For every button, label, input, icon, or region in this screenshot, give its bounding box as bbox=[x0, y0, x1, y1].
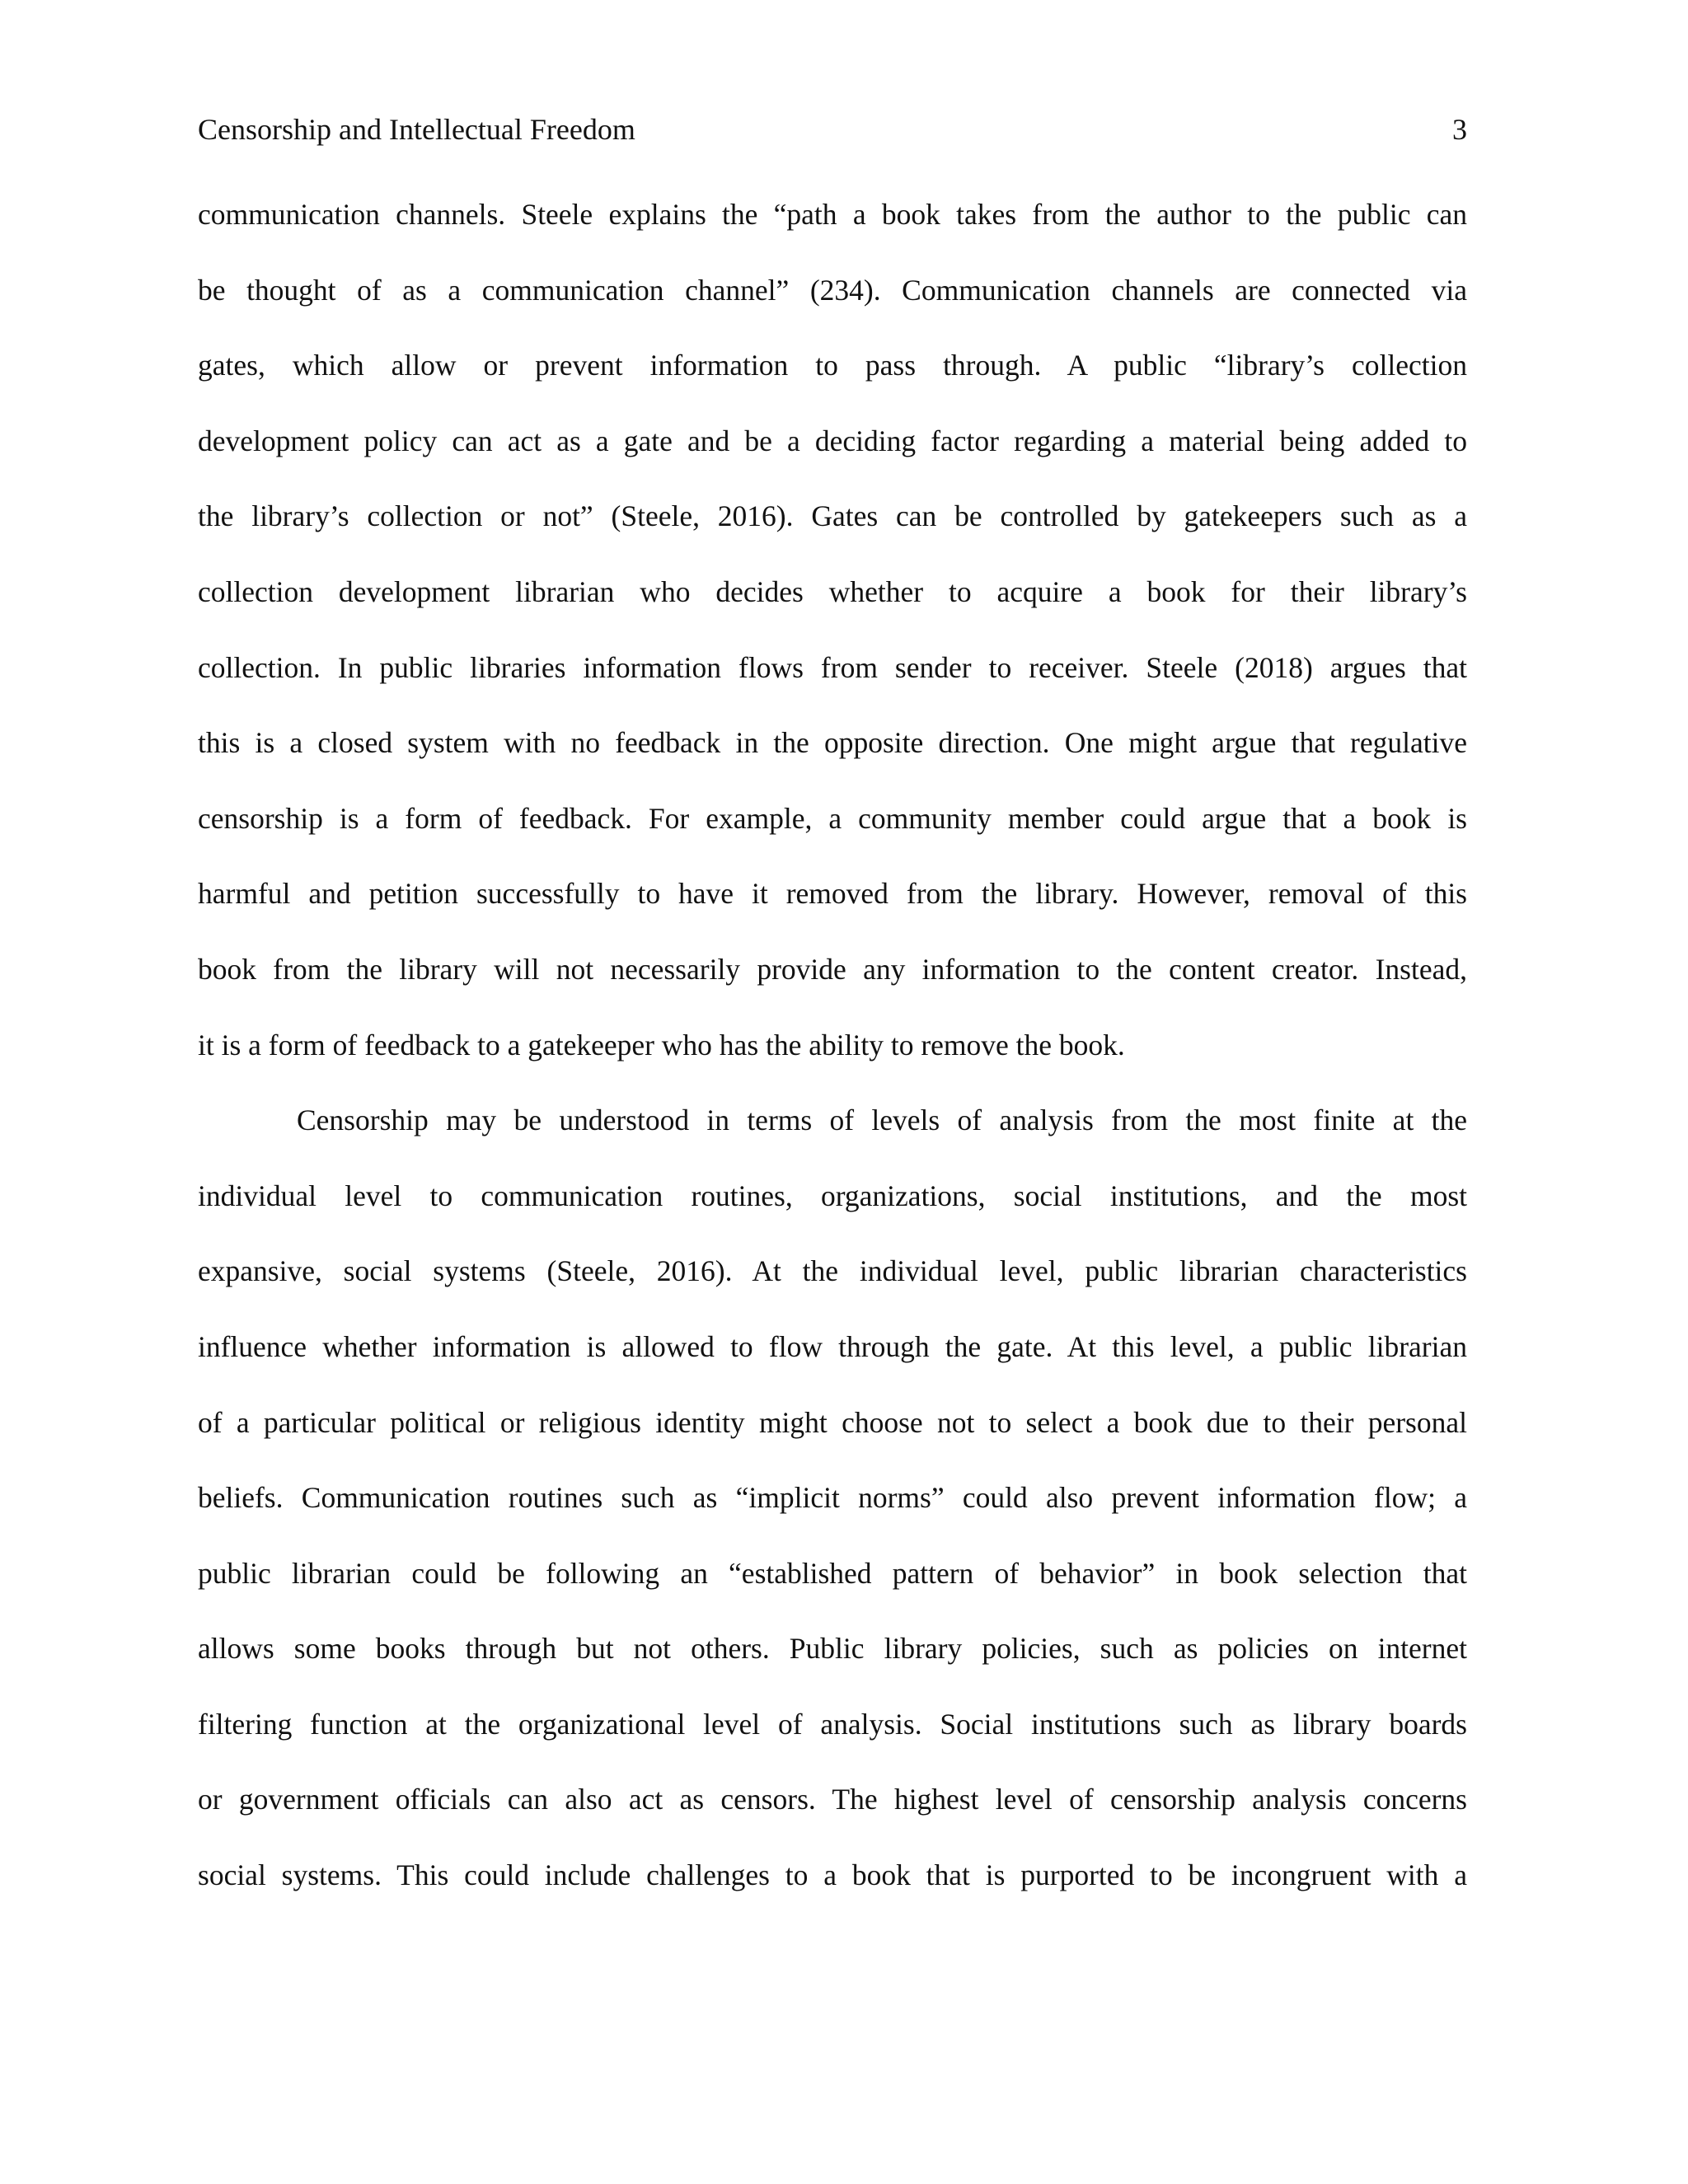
running-head bbox=[198, 109, 1467, 150]
text-line: gates, which allow or prevent information to pass through. A public “library’s collection bbox=[198, 349, 1467, 382]
running-title: Censorship and Intellectual Freedom bbox=[198, 113, 635, 146]
text-line: social systems. This could include challenges to a book that is purported to be incongruent with a bbox=[198, 1858, 1467, 1892]
text-line: book from the library will not necessarily provide any information to the content creator. Instead, bbox=[198, 952, 1467, 986]
text-line: this is a closed system with no feedback in the opposite direction. One might argue that regulative bbox=[198, 726, 1467, 760]
text-line: beliefs. Communication routines such as “implicit norms” could also prevent information flow; a bbox=[198, 1481, 1467, 1515]
text-line: communication channels. Steele explains the “path a book takes from the author to the public can bbox=[198, 198, 1467, 231]
text-line: or government officials can also act as censors. The highest level of censorship analysis concerns bbox=[198, 1783, 1467, 1816]
body-text bbox=[198, 194, 1467, 1930]
page-number: 3 bbox=[1452, 113, 1467, 146]
text-line: influence whether information is allowed to flow through the gate. At this level, a public librarian bbox=[198, 1329, 1467, 1363]
text-line: filtering function at the organizational level of analysis. Social institutions such as library boards bbox=[198, 1707, 1467, 1741]
text-line: it is a form of feedback to a gatekeeper who has the ability to remove the book. bbox=[198, 1028, 1125, 1062]
text-line: collection. In public libraries information flows from sender to receiver. Steele (2018) argues that bbox=[198, 650, 1467, 684]
text-line: expansive, social systems (Steele, 2016). At the individual level, public librarian characteristics bbox=[198, 1254, 1467, 1288]
text-line: development policy can act as a gate and be a deciding factor regarding a material being added to bbox=[198, 424, 1467, 457]
text-line: public librarian could be following an “established pattern of behavior” in book selection that bbox=[198, 1556, 1467, 1590]
paragraph-2 bbox=[198, 1099, 1467, 1930]
text-line: allows some books through but not others. Public library policies, such as policies on internet bbox=[198, 1632, 1467, 1666]
paragraph-1 bbox=[198, 194, 1467, 1099]
text-line: individual level to communication routines, organizations, social institutions, and the most bbox=[198, 1179, 1467, 1212]
text-line: of a particular political or religious identity might choose not to select a book due to their personal bbox=[198, 1405, 1467, 1439]
text-line: harmful and petition successfully to have it removed from the library. However, removal of this bbox=[198, 877, 1467, 911]
text-line: censorship is a form of feedback. For example, a community member could argue that a book is bbox=[198, 801, 1467, 835]
text-line: be thought of as a communication channel” (234). Communication channels are connected via bbox=[198, 273, 1467, 307]
text-line: collection development librarian who decides whether to acquire a book for their library’s bbox=[198, 574, 1467, 608]
text-line: the library’s collection or not” (Steele, 2016). Gates can be controlled by gatekeepers such as a bbox=[198, 499, 1467, 533]
text-line: Censorship may be understood in terms of levels of analysis from the most finite at the bbox=[297, 1104, 1467, 1137]
